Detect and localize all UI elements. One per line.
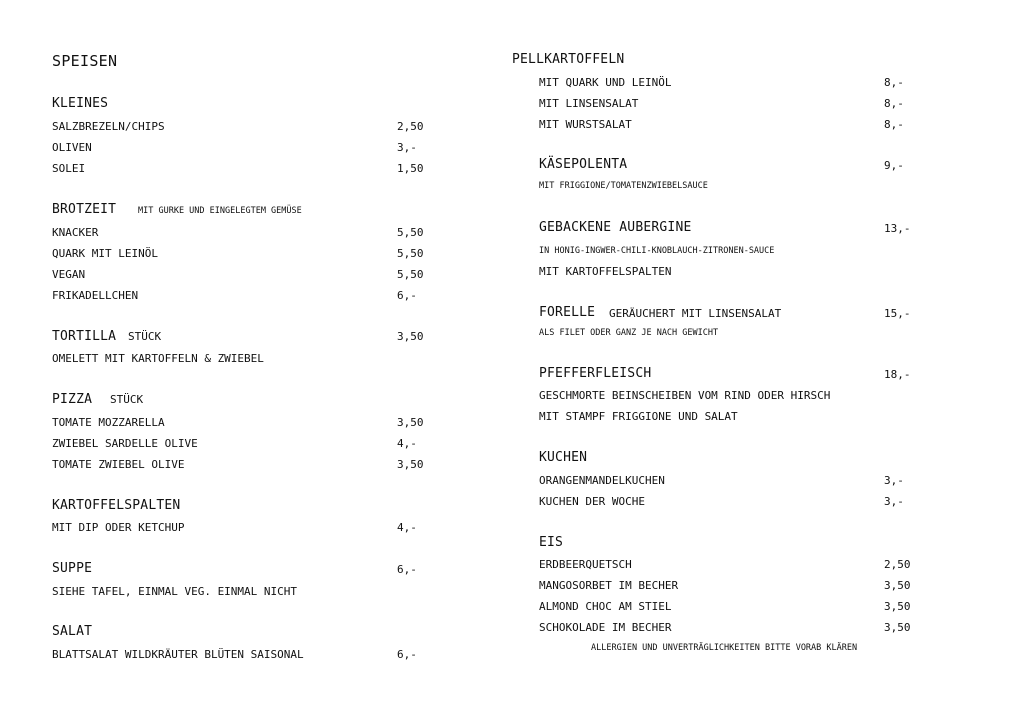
menu-item-desc: GESCHMORTE BEINSCHEIBEN VOM RIND ODER HIRSCH <box>539 389 831 402</box>
menu-item-price: 6,- <box>397 289 417 302</box>
menu-item-desc: ALS FILET ODER GANZ JE NACH GEWICHT <box>539 328 719 338</box>
menu-item-price: 3,50 <box>884 579 911 592</box>
menu-item-price: 13,- <box>884 222 911 235</box>
menu-item-name: MIT LINSENSALAT <box>539 97 639 110</box>
menu-item-name: SOLEI <box>52 162 86 175</box>
menu-title: SPEISEN <box>52 52 118 70</box>
section-heading-brotzeit: BROTZEIT <box>52 202 117 217</box>
section-heading-pellkartoffeln: PELLKARTOFFELN <box>512 52 625 67</box>
menu-item-price: 3,50 <box>397 330 424 343</box>
section-note: STÜCK <box>128 330 162 343</box>
menu-item-price: 3,50 <box>884 621 911 634</box>
menu-item-price: 6,- <box>397 648 417 661</box>
menu-item-price: 6,- <box>397 563 417 576</box>
menu-item-name: VEGAN <box>52 268 86 281</box>
menu-item-price: 9,- <box>884 159 904 172</box>
menu-item-price: 3,50 <box>397 458 424 471</box>
section-heading-aubergine: GEBACKENE AUBERGINE <box>539 220 692 235</box>
menu-item-price: 8,- <box>884 97 904 110</box>
menu-item-price: 3,- <box>397 141 417 154</box>
menu-item-name: MIT WURSTSALAT <box>539 118 632 131</box>
menu-item-price: 18,- <box>884 368 911 381</box>
menu-item-name: TOMATE ZWIEBEL OLIVE <box>52 458 185 471</box>
section-heading-salat: SALAT <box>52 624 93 639</box>
menu-item-name: KNACKER <box>52 226 99 239</box>
section-heading-eis: EIS <box>539 535 564 550</box>
section-note: STÜCK <box>110 393 144 406</box>
menu-item-name: MIT QUARK UND LEINÖL <box>539 76 672 89</box>
menu-item-price: 3,- <box>884 474 904 487</box>
menu-item-name: ALMOND CHOC AM STIEL <box>539 600 672 613</box>
menu-item-price: 2,50 <box>397 120 424 133</box>
menu-item-name: TOMATE MOZZARELLA <box>52 416 165 429</box>
menu-item-price: 2,50 <box>884 558 911 571</box>
section-heading-forelle: FORELLE <box>539 305 596 320</box>
menu-item-price: 5,50 <box>397 247 424 260</box>
menu-item-price: 1,50 <box>397 162 424 175</box>
section-heading-tortilla: TORTILLA <box>52 329 117 344</box>
menu-item-desc: BLATTSALAT WILDKRÄUTER BLÜTEN SAISONAL <box>52 648 304 661</box>
section-heading-kaesepolenta: KÄSEPOLENTA <box>539 157 628 172</box>
section-heading-kleines: KLEINES <box>52 96 109 111</box>
menu-item-price: 5,50 <box>397 226 424 239</box>
section-heading-kartoffelspalten: KARTOFFELSPALTEN <box>52 498 181 513</box>
menu-item-price: 4,- <box>397 437 417 450</box>
section-note: GERÄUCHERT MIT LINSENSALAT <box>609 307 782 320</box>
menu-item-desc: MIT KARTOFFELSPALTEN <box>539 265 672 278</box>
menu-item-desc: MIT DIP ODER KETCHUP <box>52 521 185 534</box>
menu-item-name: ERDBEERQUETSCH <box>539 558 632 571</box>
menu-item-price: 3,50 <box>397 416 424 429</box>
section-heading-pfefferfleisch: PFEFFERFLEISCH <box>539 366 652 381</box>
section-note: MIT GURKE UND EINGELEGTEM GEMÜSE <box>138 206 302 216</box>
menu-item-name: QUARK MIT LEINÖL <box>52 247 158 260</box>
menu-item-price: 8,- <box>884 118 904 131</box>
menu-item-name: MANGOSORBET IM BECHER <box>539 579 679 592</box>
allergy-footer-note: ALLERGIEN UND UNVERTRÄGLICHKEITEN BITTE VORAB KLÄREN <box>591 643 858 653</box>
menu-item-desc: MIT FRIGGIONE/TOMATENZWIEBELSAUCE <box>539 181 708 191</box>
menu-item-name: ORANGENMANDELKUCHEN <box>539 474 665 487</box>
menu-item-price: 3,50 <box>884 600 911 613</box>
menu-item-name: SALZBREZELN/CHIPS <box>52 120 165 133</box>
menu-item-price: 3,- <box>884 495 904 508</box>
menu-item-desc: MIT STAMPF FRIGGIONE UND SALAT <box>539 410 738 423</box>
section-heading-pizza: PIZZA <box>52 392 93 407</box>
menu-item-price: 8,- <box>884 76 904 89</box>
menu-item-price: 5,50 <box>397 268 424 281</box>
menu-item-name: SCHOKOLADE IM BECHER <box>539 621 672 634</box>
menu-item-desc: OMELETT MIT KARTOFFELN & ZWIEBEL <box>52 352 264 365</box>
section-heading-kuchen: KUCHEN <box>539 450 588 465</box>
menu-item-desc: IN HONIG-INGWER-CHILI-KNOBLAUCH-ZITRONEN-SAUCE <box>539 246 775 256</box>
menu-item-price: 15,- <box>884 307 911 320</box>
menu-item-name: OLIVEN <box>52 141 92 154</box>
menu-item-price: 4,- <box>397 521 417 534</box>
menu-item-desc: SIEHE TAFEL, EINMAL VEG. EINMAL NICHT <box>52 585 298 598</box>
section-heading-suppe: SUPPE <box>52 561 93 576</box>
menu-item-name: FRIKADELLCHEN <box>52 289 139 302</box>
menu-item-name: KUCHEN DER WOCHE <box>539 495 645 508</box>
menu-item-name: ZWIEBEL SARDELLE OLIVE <box>52 437 198 450</box>
